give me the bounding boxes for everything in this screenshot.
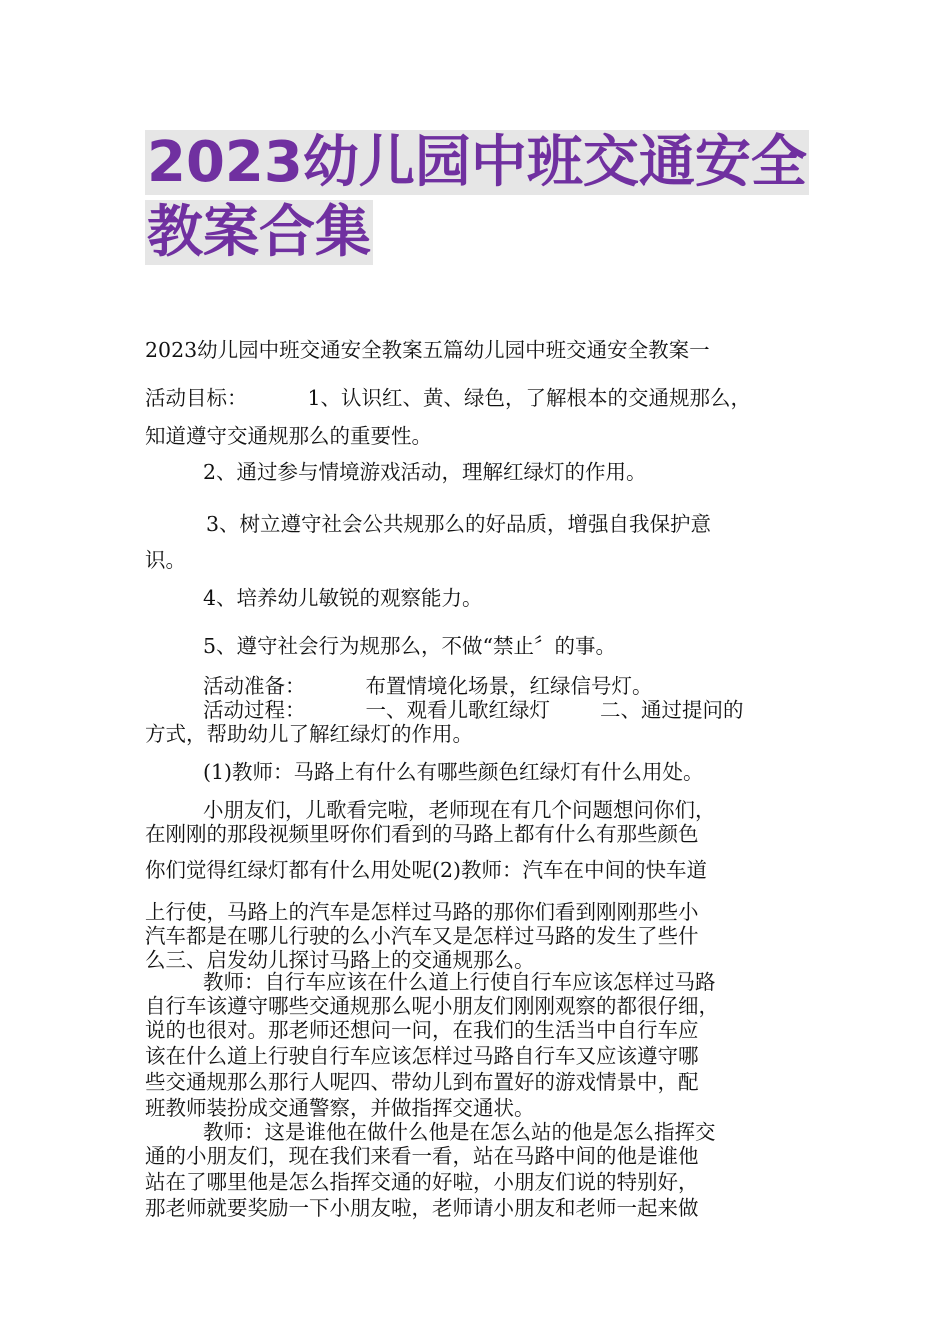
goal-3b: 识。 [145,548,186,572]
para-2-line-1: 上行使，马路上的汽车是怎样过马路的那你们看到刚刚那些小 [145,900,699,924]
goals-line [145,386,809,410]
para-2-line-3: 么三、启发幼儿探讨马路上的交通规那么。 [145,948,535,972]
goal-4: 4、培养幼儿敏锐的观察能力。 [203,586,483,610]
goal-3a: 3、树立遵守社会公共规那么的好品质，增强自我保护意 [206,512,712,536]
prep-label: 活动准备： [203,674,306,698]
para-1-line-3: 你们觉得红绿灯都有什么用处呢(2)教师：汽车在中间的快车道 [145,858,708,882]
goal-1b: 知道遵守交通规那么的重要性。 [145,424,432,448]
goal-1a: 1、认识红、黄、绿色，了解根本的交通规那么， [307,386,752,410]
para-3-line-3: 说的也很对。那老师还想问一问，在我们的生活当中自行车应 [145,1018,699,1042]
prep-line [203,674,867,698]
doc-title-line-1: 2023幼儿园中班交通安全 [147,130,807,195]
para-3-line-4: 该在什么道上行驶自行车应该怎样过马路自行车又应该遵守哪 [145,1044,699,1068]
goals-label: 活动目标： [145,386,248,410]
para-3-line-5: 些交通规那么那行人呢四、带幼儿到布置好的游戏情景中，配 [145,1070,699,1094]
process-cont: 方式，帮助幼儿了解红绿灯的作用。 [145,722,473,746]
process-label: 活动过程： [203,698,306,722]
question-1: (1)教师：马路上有什么有哪些颜色红绿灯有什么用处。 [203,760,704,784]
goal-2: 2、通过参与情境游戏活动，理解红绿灯的作用。 [203,460,647,484]
doc-title-line-2: 教案合集 [147,200,371,265]
para-3-line-1: 教师：自行车应该在什么道上行使自行车应该怎样过马路 [203,970,716,994]
process-step-2: 二、通过提问的 [600,698,744,722]
para-4-line-4: 那老师就要奖励一下小朋友啦，老师请小朋友和老师一起来做 [145,1196,699,1220]
intro-line: 2023幼儿园中班交通安全教案五篇幼儿园中班交通安全教案一 [145,338,710,362]
process-line [203,698,867,722]
para-4-line-2: 通的小朋友们，现在我们来看一看，站在马路中间的他是谁他 [145,1144,699,1168]
para-3-line-6: 班教师装扮成交通警察，并做指挥交通状。 [145,1096,535,1120]
goal-5: 5、遵守社会行为规那么，不做“禁止〞的事。 [203,634,617,658]
para-3-line-2: 自行车该遵守哪些交通规那么呢小朋友们刚刚观察的都很仔细， [145,994,719,1018]
para-2-line-2: 汽车都是在哪儿行驶的么小汽车又是怎样过马路的发生了些什 [145,924,699,948]
para-1-line-2: 在刚刚的那段视频里呀你们看到的马路上都有什么有那些颜色 [145,822,699,846]
para-4-line-3: 站在了哪里他是怎么指挥交通的好啦，小朋友们说的特别好， [145,1170,699,1194]
para-1-line-1: 小朋友们，儿歌看完啦，老师现在有几个问题想问你们， [203,798,716,822]
para-4-line-1: 教师：这是谁他在做什么他是在怎么站的他是怎么指挥交 [203,1120,716,1144]
process-step-1: 一、观看儿歌红绿灯 [365,698,550,722]
prep-text: 布置情境化场景，红绿信号灯。 [365,674,653,698]
